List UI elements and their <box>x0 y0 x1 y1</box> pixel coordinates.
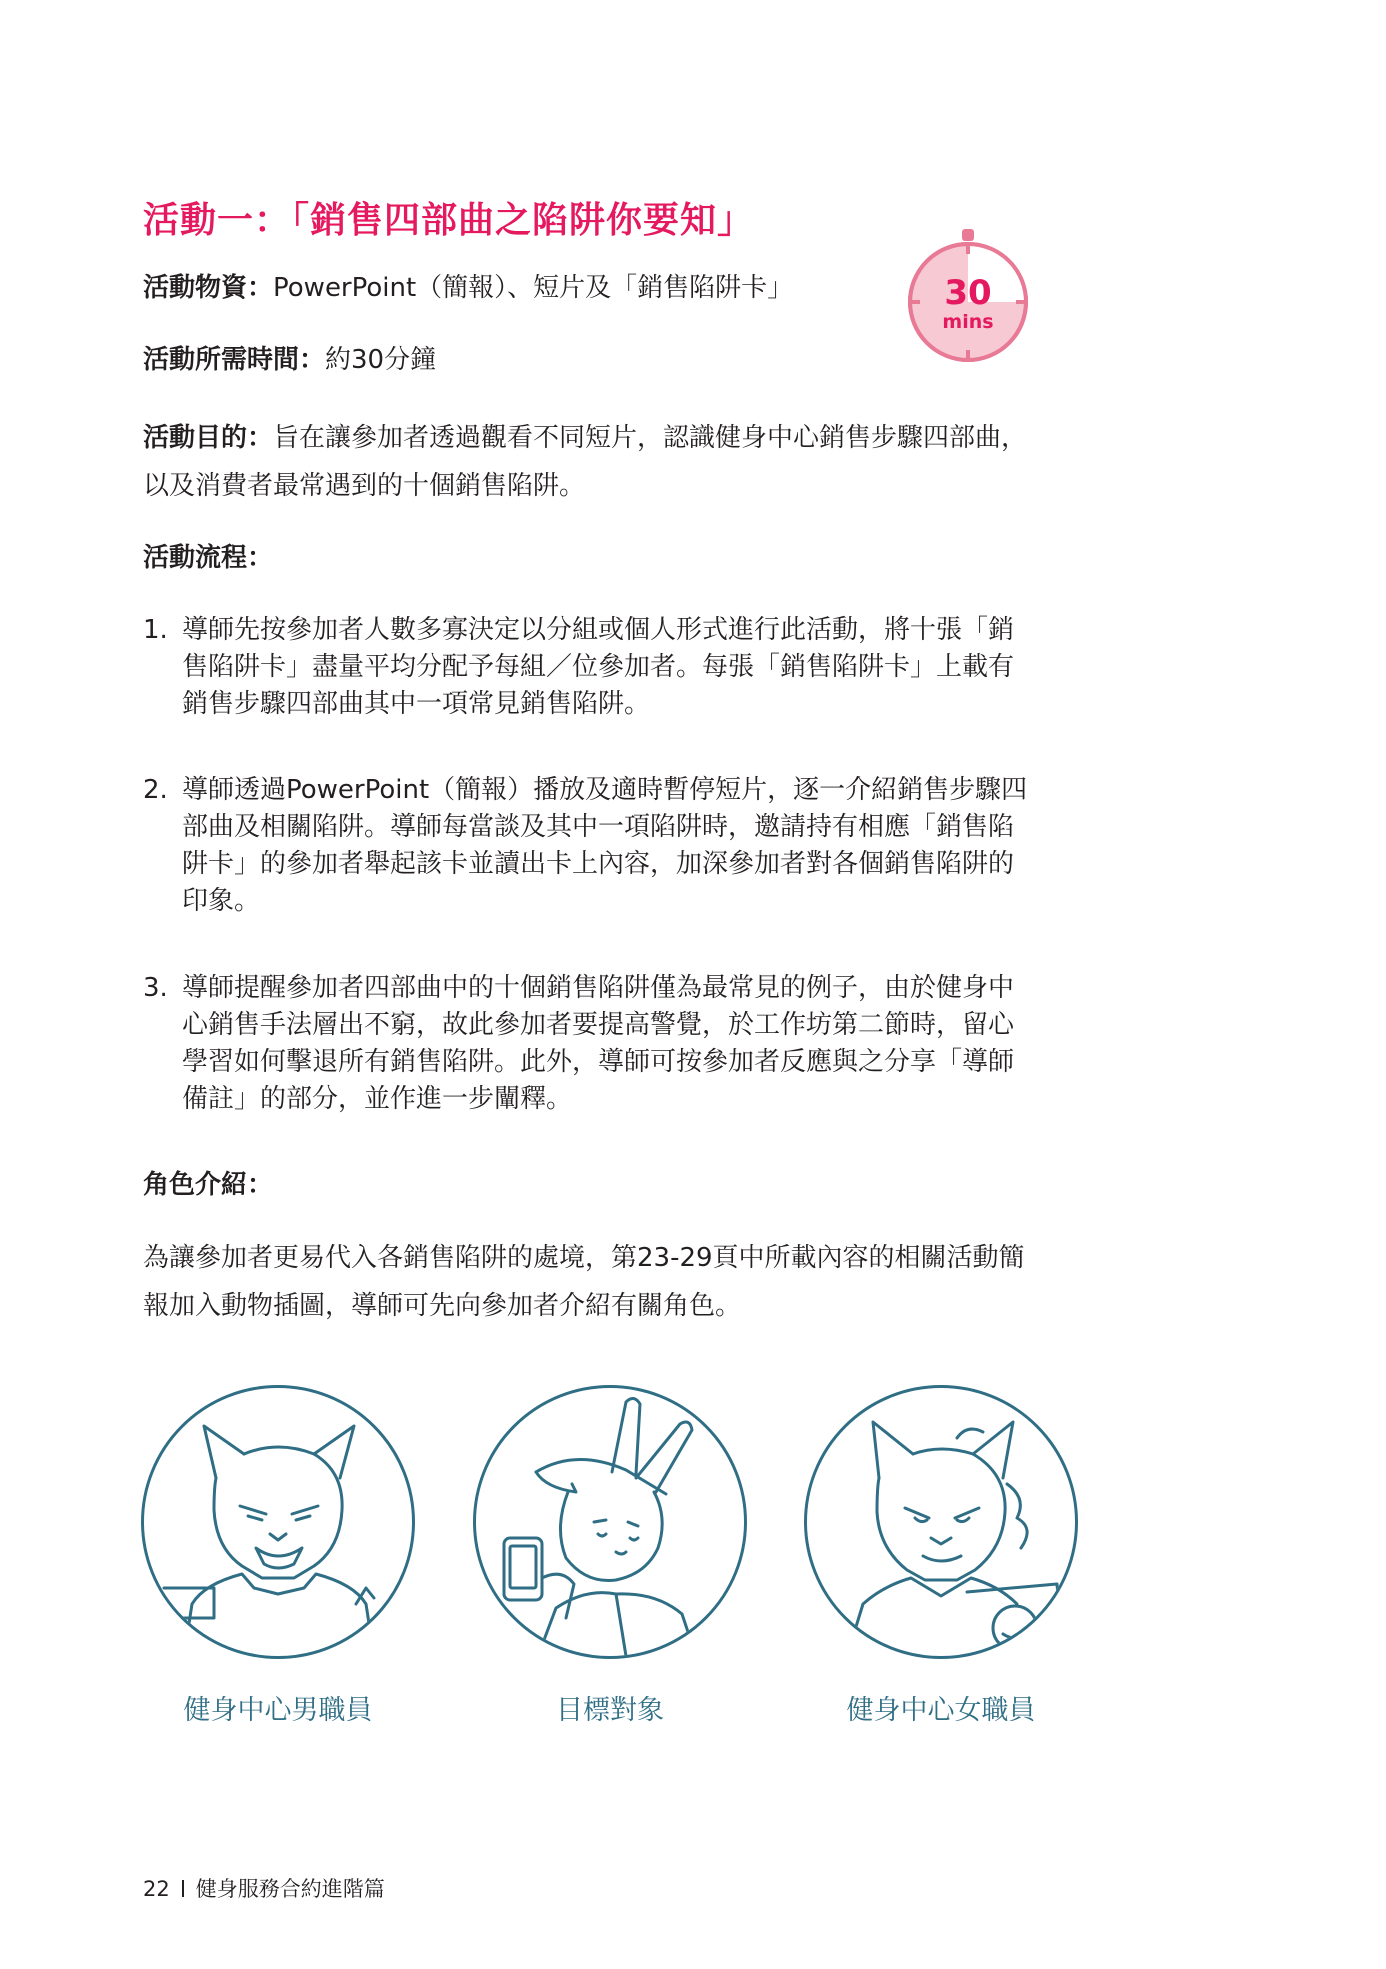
character-caption-1: 健身中心男職員 <box>183 1695 373 1726</box>
purpose-paragraph <box>143 414 1033 510</box>
footer-divider <box>182 1880 184 1897</box>
timer-badge <box>905 225 1031 365</box>
page-footer <box>143 1873 385 1903</box>
fox-female-staff-icon <box>807 1388 1075 1656</box>
materials-row <box>143 273 793 303</box>
timer-number: 30 <box>944 273 992 313</box>
character-circle-3 <box>804 1385 1078 1659</box>
page-number: 22 <box>143 1877 170 1901</box>
book-title: 健身服務合約進階篇 <box>195 1877 385 1901</box>
list-item <box>143 772 1033 920</box>
timer-unit: mins <box>942 311 994 333</box>
step-number: 3. <box>143 973 168 1003</box>
wolf-male-staff-icon <box>144 1388 412 1656</box>
roles-heading: 角色介紹： <box>143 1170 274 1200</box>
duration-label: 活動所需時間： <box>143 345 326 375</box>
character-caption-3: 健身中心女職員 <box>846 1695 1036 1726</box>
list-item <box>143 970 1033 1118</box>
step-text: 導師先按參加者人數多寡決定以分組或個人形式進行此活動，將十張「銷售陷阱卡」盡量平均分配予每組／位參加者。每張「銷售陷阱卡」上載有銷售步驟四部曲其中一項常見銷售陷阱。 <box>182 615 1015 719</box>
process-step-1 <box>143 612 1033 723</box>
purpose-text: 旨在讓參加者透過觀看不同短片，認識健身中心銷售步驟四部曲，以及消費者最常遇到的十個銷售陷阱。 <box>143 423 1028 501</box>
step-number: 1. <box>143 615 168 645</box>
character-circle-1 <box>141 1385 415 1659</box>
step-number: 2. <box>143 775 168 805</box>
list-item <box>143 612 1033 723</box>
process-step-3 <box>143 970 1033 1118</box>
character-caption-2: 目標對象 <box>556 1695 664 1726</box>
materials-value: PowerPoint（簡報）、短片及「銷售陷阱卡」 <box>273 273 794 303</box>
process-step-2 <box>143 772 1033 920</box>
materials-label: 活動物資： <box>143 273 274 303</box>
duration-value: 約30分鐘 <box>325 345 437 375</box>
step-text: 導師透過PowerPoint（簡報）播放及適時暫停短片，逐一介紹銷售步驟四部曲及相關陷阱。導師每當談及其中一項陷阱時，邀請持有相應「銷售陷阱卡」的參加者舉起該卡並讀出卡上內容，加深參加者對各個銷售陷阱的印象。 <box>182 775 1028 916</box>
step-text: 導師提醒參加者四部曲中的十個銷售陷阱僅為最常見的例子，由於健身中心銷售手法層出不窮，故此參加者要提高警覺，於工作坊第二節時，留心學習如何擊退所有銷售陷阱。此外，導師可按參加者反應與之分享「導師備註」的部分，並作進一步闡釋。 <box>182 973 1015 1114</box>
duration-row <box>143 345 436 375</box>
roles-paragraph: 為讓參加者更易代入各銷售陷阱的處境，第23-29頁中所載內容的相關活動簡報加入動物插圖，導師可先向參加者介紹有關角色。 <box>143 1243 1025 1321</box>
character-circle-2 <box>473 1385 747 1659</box>
rabbit-target-icon <box>476 1388 744 1656</box>
process-heading: 活動流程： <box>143 543 274 573</box>
page-title: 活動一：「銷售四部曲之陷阱你要知」 <box>143 200 755 241</box>
purpose-label: 活動目的： <box>143 423 274 453</box>
